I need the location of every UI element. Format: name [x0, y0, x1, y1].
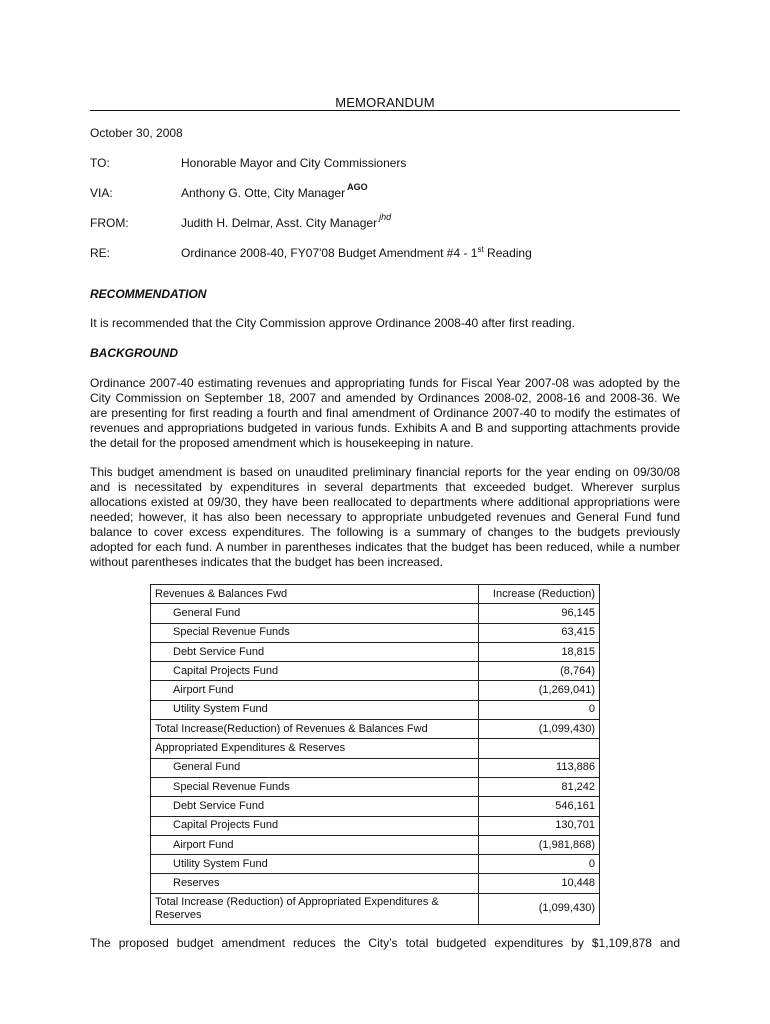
table-row [151, 662, 600, 681]
table-row [151, 642, 600, 661]
from-value: Judith H. Delmar, Asst. City Manager [181, 216, 378, 230]
closing-text: The proposed budget amendment reduces the City’s total budgeted expenditures by $1,109,878 and [90, 936, 680, 950]
expenditure-total-label: Total Increase (Reduction) of Appropriated Expenditures & Reserves [151, 893, 479, 924]
table-header-left: Revenues & Balances Fwd [151, 585, 479, 604]
table-row [151, 623, 600, 642]
via-value-wrap [181, 182, 368, 200]
expenditure-header-blank [479, 739, 600, 758]
background-paragraph-1: Ordinance 2007-40 estimating revenues and appropriating funds for Fiscal Year 2007-08 was adopted by the City Commission on September 18, 2007 and amended by Ordinances 2008-02, 2008-16 and 2008-36. We are presenting for first reading a fourth and final amendment of Ordinance 2007-40 to modify the estimates of revenues and appropriations budgeted in various funds. Exhibits A and B and supporting attachments provide the detail for the proposed amendment which is housekeeping in nature. [90, 376, 680, 450]
row-label: General Fund [151, 604, 479, 623]
expenditure-header: Appropriated Expenditures & Reserves [151, 739, 479, 758]
via-label: VIA: [90, 186, 113, 200]
row-value: 0 [479, 855, 600, 874]
expenditure-total-value: (1,099,430) [479, 893, 600, 924]
row-value: 0 [479, 700, 600, 719]
row-label: Utility System Fund [151, 855, 479, 874]
row-label: Utility System Fund [151, 700, 479, 719]
to-label: TO: [90, 156, 110, 170]
revenue-total-value: (1,099,430) [479, 720, 600, 739]
table-row [151, 681, 600, 700]
recommendation-text: It is recommended that the City Commission approve Ordinance 2008-40 after first reading. [90, 316, 575, 330]
row-value: 96,145 [479, 604, 600, 623]
from-label: FROM: [90, 216, 129, 230]
row-value: 10,448 [479, 874, 600, 893]
table-header-right: Increase (Reduction) [479, 585, 600, 604]
row-label: Special Revenue Funds [151, 777, 479, 796]
from-initials: jhd [379, 212, 392, 222]
table-row [151, 816, 600, 835]
table-row [151, 855, 600, 874]
expenditure-header-row [151, 739, 600, 758]
memo-title: MEMORANDUM [335, 95, 435, 110]
recommendation-heading: RECOMMENDATION [90, 287, 207, 301]
table-header-row [151, 585, 600, 604]
table-row [151, 758, 600, 777]
re-label: RE: [90, 246, 111, 260]
background-heading: BACKGROUND [90, 346, 178, 360]
re-value-suffix: Reading [483, 246, 532, 260]
re-value-sup: st [477, 245, 484, 254]
row-label: Debt Service Fund [151, 797, 479, 816]
row-value: 130,701 [479, 816, 600, 835]
row-value: 546,161 [479, 797, 600, 816]
row-value: (1,981,868) [479, 835, 600, 854]
row-value: 113,886 [479, 758, 600, 777]
table-row [151, 797, 600, 816]
row-value: 18,815 [479, 642, 600, 661]
table-row [151, 700, 600, 719]
row-label: Debt Service Fund [151, 642, 479, 661]
table-row [151, 874, 600, 893]
to-value: Honorable Mayor and City Commissioners [181, 156, 407, 170]
via-value: Anthony G. Otte, City Manager [181, 186, 346, 200]
background-paragraph-2: This budget amendment is based on unaudited preliminary financial reports for the year ending on 09/30/08 and is necessitated by expenditures in several departments that exceeded budget. Wherever surplus allocations existed at 09/30, they have been reallocated to departments where additional appropriations were needed; however, it has also been necessary to appropriate unbudgeted revenues and General Fund fund balance to cover excess expenditures. The following is a summary of changes to the budgets previously adopted for each fund. A number in parentheses indicates that the budget has been reduced, while a number without parentheses indicates that the budget has been increased. [90, 465, 680, 569]
row-label: Capital Projects Fund [151, 662, 479, 681]
via-initials: AGO [347, 182, 368, 192]
title-rule [90, 110, 680, 111]
budget-summary-table [150, 584, 600, 925]
row-label: Capital Projects Fund [151, 816, 479, 835]
re-value [181, 246, 532, 260]
row-value: 63,415 [479, 623, 600, 642]
re-value-main: Ordinance 2008-40, FY07'08 Budget Amendment #4 - 1 [181, 246, 478, 260]
from-value-wrap [181, 212, 392, 230]
row-label: Reserves [151, 874, 479, 893]
row-label: Special Revenue Funds [151, 623, 479, 642]
expenditure-total-row [151, 893, 600, 924]
row-label: Airport Fund [151, 681, 479, 700]
row-value: 81,242 [479, 777, 600, 796]
row-label: General Fund [151, 758, 479, 777]
row-value: (1,269,041) [479, 681, 600, 700]
revenue-total-label: Total Increase(Reduction) of Revenues & Balances Fwd [151, 720, 479, 739]
table-row [151, 604, 600, 623]
memo-date: October 30, 2008 [90, 126, 183, 140]
table-row [151, 835, 600, 854]
row-value: (8,764) [479, 662, 600, 681]
row-label: Airport Fund [151, 835, 479, 854]
table-row [151, 777, 600, 796]
revenue-total-row [151, 720, 600, 739]
